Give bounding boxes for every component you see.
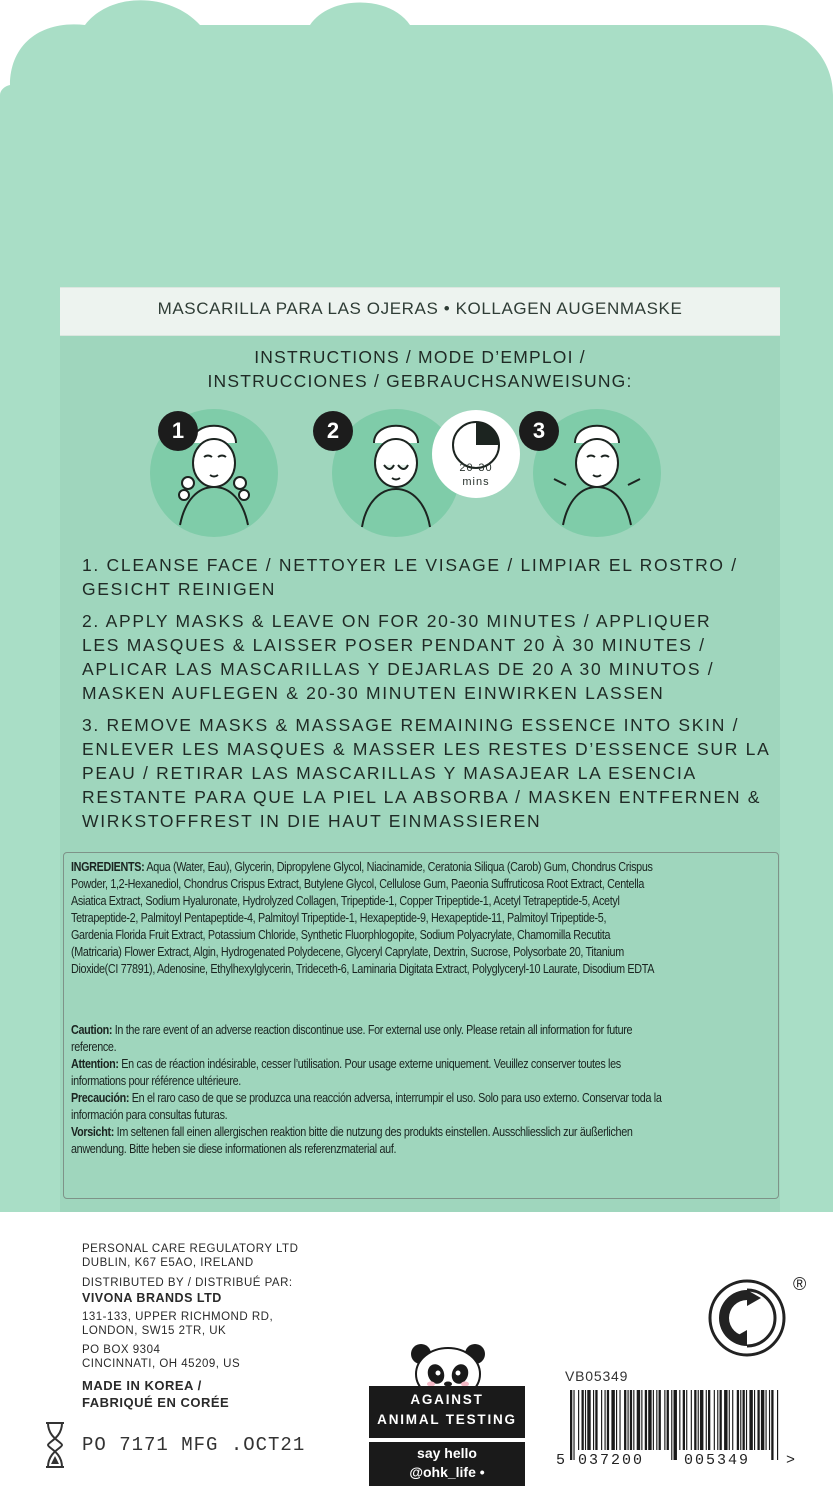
barcode-bar: [691, 1390, 692, 1450]
barcode-bar: [777, 1390, 778, 1460]
step-1-text: 1. CLEANSE FACE / NETTOYER LE VISAGE / LIMPIAR EL ROSTRO / GESICHT REINIGEN: [82, 555, 738, 599]
barcode-bar: [754, 1390, 755, 1450]
barcode-bar: [686, 1390, 687, 1450]
instructions-heading: [60, 345, 780, 393]
face-illustration-3: [554, 426, 640, 525]
barcode-bar: [740, 1390, 741, 1450]
barcode-bar: [573, 1390, 574, 1460]
barcode-bar: [757, 1390, 759, 1450]
social-greeting: say hello: [417, 1445, 477, 1461]
barcode-bar: [659, 1390, 661, 1450]
warning-label-es: Precaución:: [71, 1090, 130, 1105]
eu-representative: [82, 1242, 298, 1270]
barcode-bar: [645, 1390, 647, 1450]
barcode-bar: [593, 1390, 594, 1450]
barcode-bar: [671, 1390, 672, 1460]
product-title: MASCARILLA PARA LAS OJERAS • KOLLAGEN AUGENMASKE: [157, 299, 683, 318]
barcode-bar: [570, 1390, 572, 1460]
warning-label-de: Vorsicht:: [71, 1124, 114, 1139]
distributor-label: DISTRIBUTED BY / DISTRIBUÉ PAR:: [82, 1277, 293, 1289]
barcode-bar: [656, 1390, 657, 1450]
ingredients-line: Asiatica Extract, Sodium Hyaluronate, Hydrolyzed Collagen, Tripeptide-1, Copper Tripeptide-1, Acetyl Tetrapeptide-5, Acetyl: [71, 893, 620, 908]
barcode-digits-right: 005349: [684, 1452, 751, 1469]
barcode-bar: [720, 1390, 722, 1450]
warning-label-en: Caution:: [71, 1022, 113, 1037]
batch-code: PO 7171 MFG .OCT21: [82, 1434, 306, 1456]
barcode-bar: [743, 1390, 745, 1450]
barcode-bar: [737, 1390, 739, 1450]
country-of-origin: [82, 1377, 229, 1411]
barcode-bar: [724, 1390, 727, 1450]
barcode-bar: [708, 1390, 710, 1450]
barcode-bar: [729, 1390, 730, 1450]
ingredients-line: Dioxide(CI 77891), Adenosine, Ethylhexylglycerin, Trideceth-6, Laminaria Digitata Extract, Polyglyceryl-10 Laurate, Disodium EDTA: [71, 961, 655, 976]
origin-line: MADE IN KOREA /: [82, 1378, 202, 1393]
barcode-bar: [587, 1390, 590, 1450]
barcode-bar: [616, 1390, 617, 1450]
hourglass-icon: [43, 1420, 67, 1470]
barcode-bar: [648, 1390, 651, 1450]
barcode-bar: [607, 1390, 609, 1450]
barcode-bar: [601, 1390, 602, 1450]
barcode-bar: [694, 1390, 696, 1450]
barcode-bar: [679, 1390, 680, 1450]
barcode-bar: [717, 1390, 718, 1450]
barcode-bar: [653, 1390, 654, 1450]
barcode-bar: [732, 1390, 733, 1450]
distributor-name: VIVONA BRANDS LTD: [82, 1291, 222, 1305]
barcode-digits-left: 037200: [578, 1452, 645, 1469]
barcode-bar: [683, 1390, 685, 1450]
rep-line: PERSONAL CARE REGULATORY LTD: [82, 1243, 299, 1255]
step-2-badge: 2: [313, 411, 353, 451]
po-box: [82, 1343, 240, 1371]
warning-text: En el raro caso de que se produzca una reacción adversa, interrumpir el uso. Solo para uso externo. Conservar toda la: [131, 1090, 662, 1105]
ingredients-line: Gardenia Florida Fruit Extract, Potassium Chloride, Synthetic Fluorphlogopite, Sodium Polyacrylate, Chamomilla Recutita: [71, 927, 611, 942]
barcode-bar: [585, 1390, 586, 1450]
step-3-badge: 3: [519, 411, 559, 451]
rep-line: DUBLIN, K67 E5AO, IRELAND: [82, 1257, 254, 1269]
ingredients-text: [71, 858, 771, 977]
barcode-bar: [641, 1390, 642, 1450]
timer-unit: mins: [462, 476, 490, 488]
timer-range: 20-30: [459, 462, 493, 474]
ingredients-line: Aqua (Water, Eau), Glycerin, Dipropylene Glycol, Niacinamide, Ceratonia Siliqua (Carob) Gum, Chondrus Crispus: [146, 859, 653, 874]
barcode-bar: [578, 1390, 579, 1450]
barcode-end-mark: >: [786, 1452, 796, 1469]
warning-text: reference.: [71, 1039, 117, 1054]
barcode-bar: [664, 1390, 665, 1450]
warning-text: informations pour référence ultérieure.: [71, 1073, 241, 1088]
social-badge: [369, 1442, 525, 1499]
barcode-bar: [769, 1390, 770, 1450]
warning-text: En cas de réaction indésirable, cesser l’utilisation. Pour usage externe uniquement. Veuillez conserver toutes les: [121, 1056, 621, 1071]
face-illustration-2: [362, 426, 430, 527]
barcode-bar: [749, 1390, 752, 1450]
barcode-bar: [761, 1390, 764, 1450]
barcode-bar: [714, 1390, 715, 1450]
barcode-bar: [605, 1390, 606, 1450]
address-line: 131-133, UPPER RICHMOND RD,: [82, 1311, 274, 1323]
instructions-heading-line: INSTRUCCIONES / GEBRAUCHSANWEISUNG:: [207, 371, 633, 391]
barcode-bar: [611, 1390, 614, 1450]
barcode-bar: [698, 1390, 699, 1450]
ingredients-line: Powder, 1,2-Hexanediol, Chondrus Crispus Extract, Butylene Glycol, Cellulose Gum, Paeonia Suffruticosa Root Extract, Centella: [71, 876, 645, 891]
instructions-heading-line: INSTRUCTIONS / MODE D’EMPLOI /: [254, 347, 586, 367]
step-3-text: 3. REMOVE MASKS & MASSAGE REMAINING ESSENCE INTO SKIN / ENLEVER LES MASQUES & MASSER LES RESTES D’ESSENCE SUR LA PEAU / RETIRAR LAS MASCARILLAS Y MASAJEAR LA ESENCIA RESTANTE PARA QUE LA PIEL LA ABSORBA / MASKEN ENTFERNEN & WIRKSTOFFREST IN DIE HAUT EINMASSIEREN: [82, 715, 771, 831]
barcode-bar: [624, 1390, 626, 1450]
barcode-bar: [706, 1390, 707, 1450]
green-dot-recycling-icon: [707, 1278, 787, 1358]
warning-text: In the rare event of an adverse reaction discontinue use. For external use only. Please retain all information for future: [114, 1022, 633, 1037]
ingredients-line: (Matricaria) Flower Extract, Algin, Hydrogenated Polydecene, Glyceryl Caprylate, Dextrin, Sucrose, Polysorbate 20, Titanium: [71, 944, 624, 959]
ingredients-label: INGREDIENTS:: [71, 859, 145, 874]
barcode-bar: [582, 1390, 584, 1450]
barcode-bar: [633, 1390, 634, 1450]
warning-text: información para consultas futuras.: [71, 1107, 228, 1122]
ingredients-line: Tetrapeptide-2, Palmitoyl Pentapeptide-4, Palmitoyl Tripeptide-1, Hexapeptide-9, Hexapeptide-11, Palmitoyl Tripeptide-5,: [71, 910, 607, 925]
origin-line: FABRIQUÉ EN CORÉE: [82, 1395, 230, 1410]
barcode-bar: [630, 1390, 632, 1450]
po-box-line: CINCINNATI, OH 45209, US: [82, 1358, 241, 1370]
badge-line: AGAINST: [410, 1392, 484, 1407]
po-box-line: PO BOX 9304: [82, 1344, 161, 1356]
registered-mark: ®: [793, 1274, 807, 1294]
address-line: LONDON, SW15 2TR, UK: [82, 1325, 227, 1337]
barcode-bar: [746, 1390, 747, 1450]
barcode-digit-first: 5: [556, 1452, 566, 1469]
product-code: VB05349: [565, 1368, 629, 1384]
warnings: [71, 1021, 771, 1157]
barcode-bar: [771, 1390, 773, 1460]
warning-text: anwendung. Bitte heben sie diese informationen als referenzmaterial auf.: [71, 1141, 397, 1156]
step-1-badge: 1: [158, 411, 198, 451]
step-illustrations: [140, 405, 660, 540]
against-animal-testing-badge: [369, 1386, 525, 1438]
barcode-bar: [667, 1390, 669, 1450]
barcode-bar: [766, 1390, 767, 1450]
distributor-address: [82, 1310, 273, 1338]
badge-line: ANIMAL TESTING: [377, 1412, 517, 1427]
barcode-bar: [674, 1390, 677, 1460]
warning-text: Im seltenen fall einen allergischen reaktion bitte die nutzung des produkts einstellen. Ausschliesslich zur äußerlichen: [116, 1124, 633, 1139]
barcode-bar: [700, 1390, 703, 1450]
step-2-text: 2. APPLY MASKS & LEAVE ON FOR 20-30 MINUTES / APPLIQUER LES MASQUES & LAISSER POSER PENDANT 20 À 30 MINUTES / APLICAR LAS MASCARILLAS Y DEJARLAS DE 20 A 30 MINUTOS / MASKEN AUFLEGEN & 20-30 MINUTEN EINWIRKEN LASSEN: [82, 611, 715, 703]
barcode-bar: [628, 1390, 629, 1450]
warning-label-fr: Attention:: [71, 1056, 119, 1071]
barcode-bar: [637, 1390, 640, 1450]
social-handles[interactable]: @ohk_life • ohklife.com: [408, 1464, 486, 1499]
barcode-bar: [619, 1390, 620, 1450]
barcode-bar: [595, 1390, 597, 1450]
